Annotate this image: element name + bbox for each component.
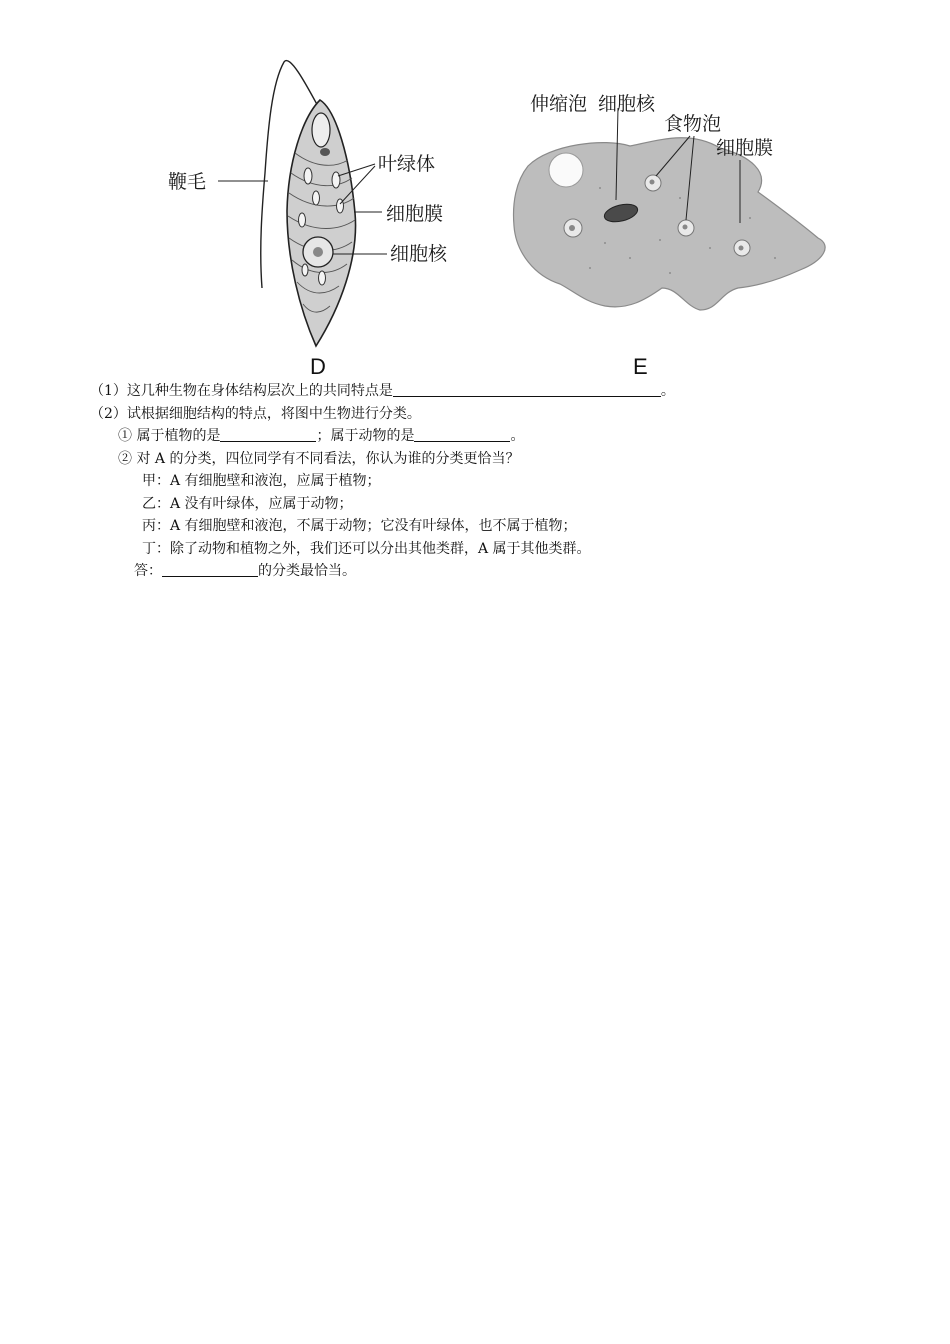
question-2: （2）试根据细胞结构的特点，将图中生物进行分类。	[90, 405, 421, 422]
opinion-jia: 甲：A 有细胞壁和液泡，应属于植物；	[142, 473, 381, 489]
answer-suffix: 的分类最恰当。	[258, 563, 356, 579]
euglena-illustration	[168, 61, 448, 378]
label-contractile-vacuole: 伸缩泡	[530, 93, 588, 115]
q1-prefix: （1）这几种生物在身体结构层次上的共同特点是	[90, 383, 393, 399]
label-nucleus-e: 细胞核	[598, 93, 656, 115]
label-membrane-e: 细胞膜	[716, 137, 774, 159]
question-block	[90, 380, 890, 583]
q2-1-part2: ；属于动物的是	[316, 428, 415, 444]
organism-figure	[150, 48, 840, 378]
opinion-ding: 丁：除了动物和植物之外，我们还可以分出其他类群，A 属于其他类群。	[142, 540, 591, 557]
caption-d: D	[310, 354, 326, 378]
q2-1-part1: ① 属于植物的是	[118, 428, 221, 444]
answer-line	[90, 560, 890, 583]
label-nucleus-d: 细胞核	[390, 243, 448, 265]
plant-answer-blank[interactable]	[220, 426, 316, 442]
q2-1-suffix: 。	[510, 428, 525, 444]
final-answer-blank[interactable]	[162, 561, 258, 577]
question-1	[90, 380, 890, 403]
answer-prefix: 答：	[134, 563, 162, 579]
q1-answer-blank[interactable]	[393, 381, 661, 397]
label-chloroplast-d: 叶绿体	[378, 153, 436, 175]
label-flagellum: 鞭毛	[168, 171, 207, 193]
opinion-yi: 乙：A 没有叶绿体，应属于动物；	[142, 495, 353, 512]
figure-area	[150, 48, 840, 378]
q1-suffix: 。	[660, 383, 675, 399]
label-food-vacuole: 食物泡	[664, 113, 722, 135]
caption-e: E	[633, 354, 648, 378]
animal-answer-blank[interactable]	[414, 426, 510, 442]
label-membrane-d: 细胞膜	[386, 203, 444, 225]
amoeba-illustration	[514, 93, 826, 378]
opinion-bing: 丙：A 有细胞壁和液泡，不属于动物；它没有叶绿体，也不属于植物；	[142, 518, 577, 534]
question-2-1	[90, 425, 890, 448]
question-2-2: ② 对 A 的分类，四位同学有不同看法，你认为谁的分类更恰当？	[118, 450, 520, 467]
